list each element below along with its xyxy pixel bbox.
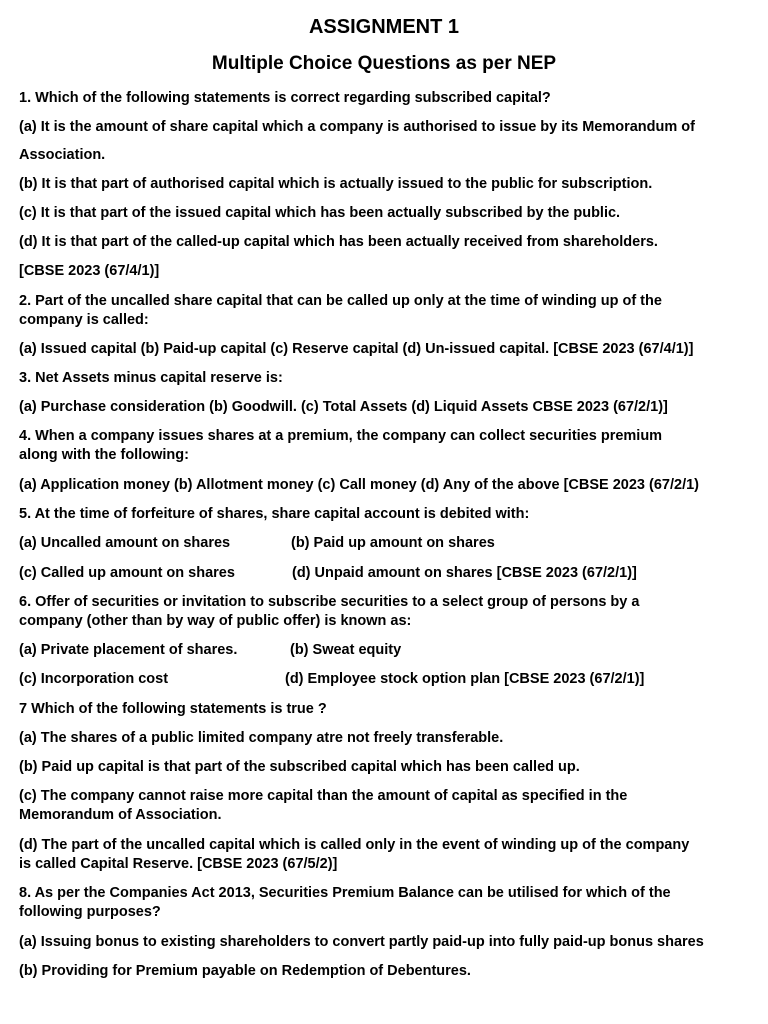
- question-5-text: 5. At the time of forfeiture of shares, share capital account is debited with:: [19, 506, 530, 522]
- question-3-text: 3. Net Assets minus capital reserve is:: [19, 370, 283, 386]
- question-1-option-b: (b) It is that part of authorised capital which is actually issued to the public for subscription.: [19, 176, 653, 192]
- page-title: ASSIGNMENT 1: [308, 16, 460, 38]
- page-subtitle: Multiple Choice Questions as per NEP: [211, 53, 557, 74]
- question-1-option-a: (a) It is the amount of share capital which a company is authorised to issue by its Memorandum of: [19, 119, 695, 135]
- question-5-option-c: (c) Called up amount on shares: [19, 565, 235, 581]
- question-7-option-c: (c) The company cannot raise more capital than the amount of capital as specified in the: [19, 788, 628, 804]
- question-7-option-c-continued: Memorandum of Association.: [19, 807, 222, 823]
- question-1-text: 1. Which of the following statements is correct regarding subscribed capital?: [19, 90, 551, 106]
- question-1-option-a-continued: Association.: [19, 147, 106, 163]
- question-7-option-a: (a) The shares of a public limited company atre not freely transferable.: [19, 730, 504, 746]
- question-8-text: 8. As per the Companies Act 2013, Securities Premium Balance can be utilised for which of the: [19, 885, 671, 901]
- question-5-option-a: (a) Uncalled amount on shares: [19, 535, 231, 551]
- question-7-option-b: (b) Paid up capital is that part of the subscribed capital which has been called up.: [19, 759, 580, 775]
- question-6-option-a: (a) Private placement of shares.: [19, 642, 238, 658]
- question-8-text-continued: following purposes?: [19, 904, 161, 920]
- question-8-option-a: (a) Issuing bonus to existing shareholders to convert partly paid-up into fully paid-up bonus shares: [19, 934, 704, 950]
- question-2-text-continued: company is called:: [19, 312, 149, 328]
- question-5-option-d: (d) Unpaid amount on shares [CBSE 2023 (67/2/1)]: [292, 565, 637, 581]
- question-7-text: 7 Which of the following statements is true ?: [19, 701, 327, 717]
- question-1-option-d: (d) It is that part of the called-up capital which has been actually received from shareholders.: [19, 234, 658, 250]
- question-2-text: 2. Part of the uncalled share capital that can be called up only at the time of winding up of the: [19, 293, 662, 309]
- question-4-options: (a) Application money (b) Allotment money (c) Call money (d) Any of the above [CBSE 2023 (67/2/1): [19, 477, 699, 493]
- question-3-options: (a) Purchase consideration (b) Goodwill. (c) Total Assets (d) Liquid Assets CBSE 2023 (67/2/1)]: [19, 399, 668, 415]
- question-2-options: (a) Issued capital (b) Paid-up capital (c) Reserve capital (d) Un-issued capital. [CBSE 2023 (67/4/1)]: [19, 341, 694, 357]
- question-6-option-c: (c) Incorporation cost: [19, 671, 169, 687]
- question-4-text-continued: along with the following:: [19, 447, 189, 463]
- question-1-option-c: (c) It is that part of the issued capital which has been actually subscribed by the public.: [19, 205, 621, 221]
- question-6-option-d: (d) Employee stock option plan [CBSE 2023 (67/2/1)]: [285, 671, 645, 687]
- question-6-option-b: (b) Sweat equity: [290, 642, 402, 658]
- question-5-option-b: (b) Paid up amount on shares: [291, 535, 495, 551]
- question-7-option-d-continued: is called Capital Reserve. [CBSE 2023 (67/5/2)]: [19, 856, 338, 872]
- question-4-text: 4. When a company issues shares at a premium, the company can collect securities premium: [19, 428, 663, 444]
- question-6-text: 6. Offer of securities or invitation to subscribe securities to a select group of persons by a: [19, 594, 640, 610]
- question-7-option-d: (d) The part of the uncalled capital which is called only in the event of winding up of the company: [19, 837, 690, 853]
- question-8-option-b: (b) Providing for Premium payable on Redemption of Debentures.: [19, 963, 471, 979]
- question-6-text-continued: company (other than by way of public offer) is known as:: [19, 613, 412, 629]
- question-1-reference: [CBSE 2023 (67/4/1)]: [19, 263, 160, 279]
